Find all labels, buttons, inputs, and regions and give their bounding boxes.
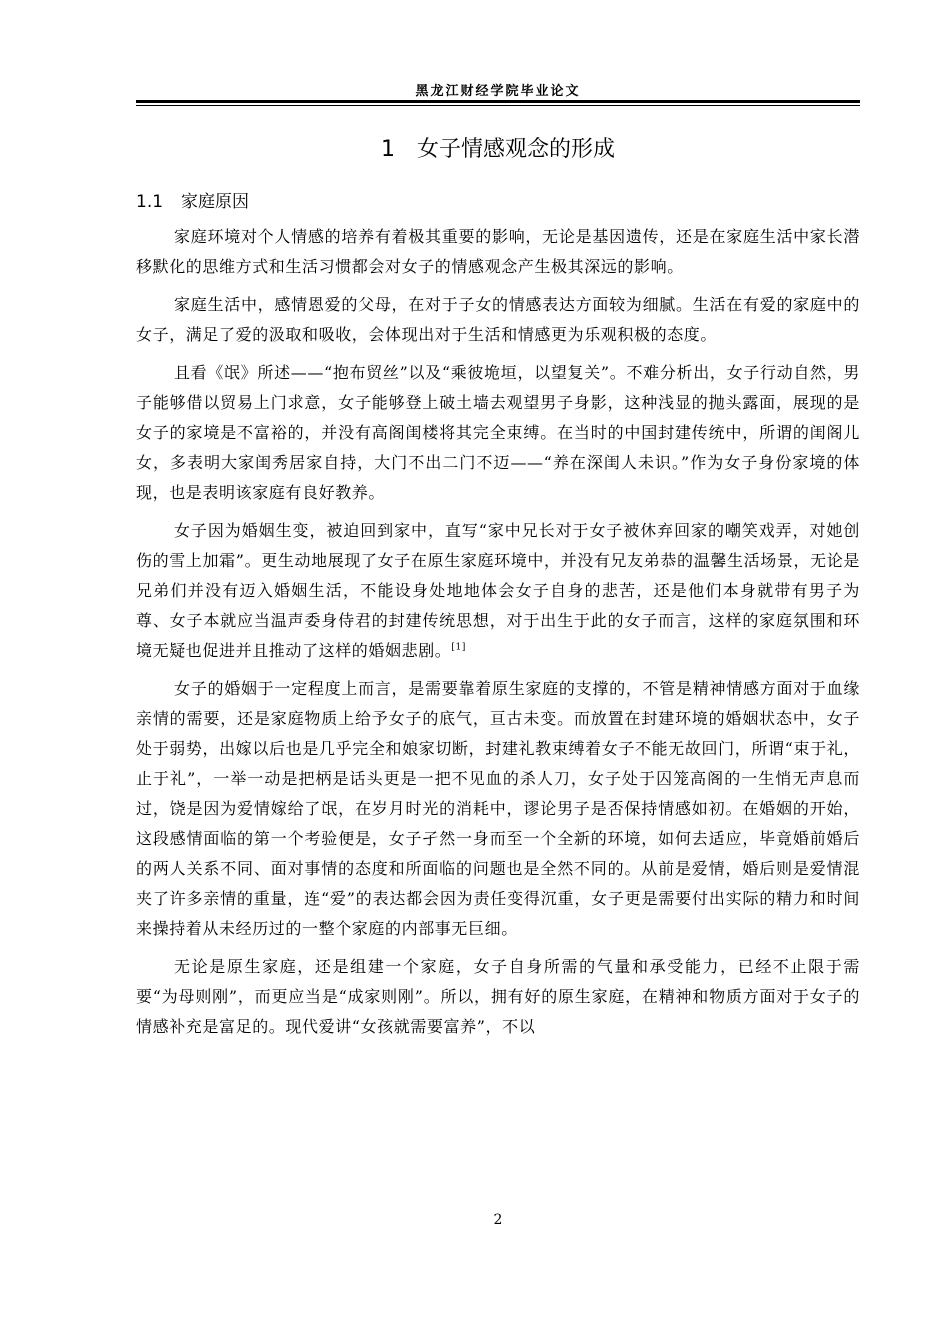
header-rule-thin <box>136 105 860 106</box>
paragraph: 家庭生活中，感情恩爱的父母，在对于子女的情感表达方面较为细腻。生活在有爱的家庭中的女子，满足了爱的汲取和吸收，会体现出对于生活和情感更为乐观积极的态度。 <box>136 295 860 344</box>
paragraph: 家庭环境对个人情感的培养有着极其重要的影响，无论是基因遗传，还是在家庭生活中家长潜移默化的思维方式和生活习惯都会对女子的情感观念产生极其深远的影响。 <box>136 227 860 276</box>
section-title-text: 家庭原因 <box>181 192 250 212</box>
paragraph: 女子的婚姻于一定程度上而言，是需要靠着原生家庭的支撑的，不管是精神情感方面对于血缘亲情的需要，还是家庭物质上给予女子的底气，亘古未变。而放置在封建环境的婚姻状态中，女子处于弱势，出嫁以后也是几乎完全和娘家切断，封建礼教束缚着女子不能无故回门，所谓“束于礼，止于礼”，一举一动是把柄是话头更是一把不见血的杀人刀，女子处于囚笼高阁的一生悄无声息而过，饶是因为爱情嫁给了氓，在岁月时光的消耗中，谬论男子是否保持情感如初。在婚姻的开始，这段感情面临的第一个考验便是，女子孑然一身而至一个全新的环境，如何去适应，毕竟婚前婚后的两人关系不同、面对事情的态度和所面临的问题也是全然不同的。从前是爱情，婚后则是爱情混夹了许多亲情的重量，连“爱”的表达都会因为责任变得沉重，女子更是需要付出实际的精力和时间来操持着从未经历过的一整个家庭的内部事无巨细。 <box>136 679 860 938</box>
paragraph-text: 女子因为婚姻生变，被迫回到家中，直写“家中兄长对于女子被休弃回家的嘲笑戏弄，对她创伤的雪上加霜”。更生动地展现了女子在原生家庭环境中，并没有兄友弟恭的温馨生活场景，无论是兄弟们并没有迈入婚姻生活，不能设身处地地体会女子自身的悲苦，还是他们本身就带有男子为尊、女子本就应当温声委身侍君的封建传统思想，对于出生于此的女子而言，这样的家庭氛围和环境无疑也促进并且推动了这样的婚姻悲剧。 <box>136 521 860 660</box>
header-rule-thick <box>136 100 860 103</box>
chapter-title-text: 女子情感观念的形成 <box>416 137 615 162</box>
chapter-title <box>136 134 860 166</box>
section-number: 1.1 <box>136 192 164 212</box>
running-header: 黑龙江财经学院毕业论文 <box>415 84 581 99</box>
citation-marker[interactable]: [1] <box>451 642 466 653</box>
paragraph: 无论是原生家庭，还是组建一个家庭，女子自身所需的气量和承受能力，已经不止限于需要“为母则刚”，而更应当是“成家则刚”。所以，拥有好的原生家庭，在精神和物质方面对于女子的情感补充是富足的。现代爱讲“女孩就需要富养”，不以 <box>136 957 860 1036</box>
body-text <box>136 222 860 1050</box>
paragraph: 且看《氓》所述——“抱布贸丝”以及“乘彼垝垣，以望复关”。不难分析出，女子行动自然，男子能够借以贸易上门求意，女子能够登上破土墙去观望男子身影，这种浅显的抛头露面，展现的是女子的家境是不富裕的，并没有高阁闺楼将其完全束缚。在当时的中国封建传统中，所谓的闺阁儿女，多表明大家闺秀居家自持，大门不出二门不迈——“养在深闺人未识。”作为女子身份家境的体现，也是表明该家庭有良好教养。 <box>136 363 860 502</box>
section-title <box>136 189 249 215</box>
paragraph-with-citation <box>136 516 860 666</box>
chapter-number: 1 <box>380 137 395 162</box>
page-number: 2 <box>493 1212 503 1228</box>
